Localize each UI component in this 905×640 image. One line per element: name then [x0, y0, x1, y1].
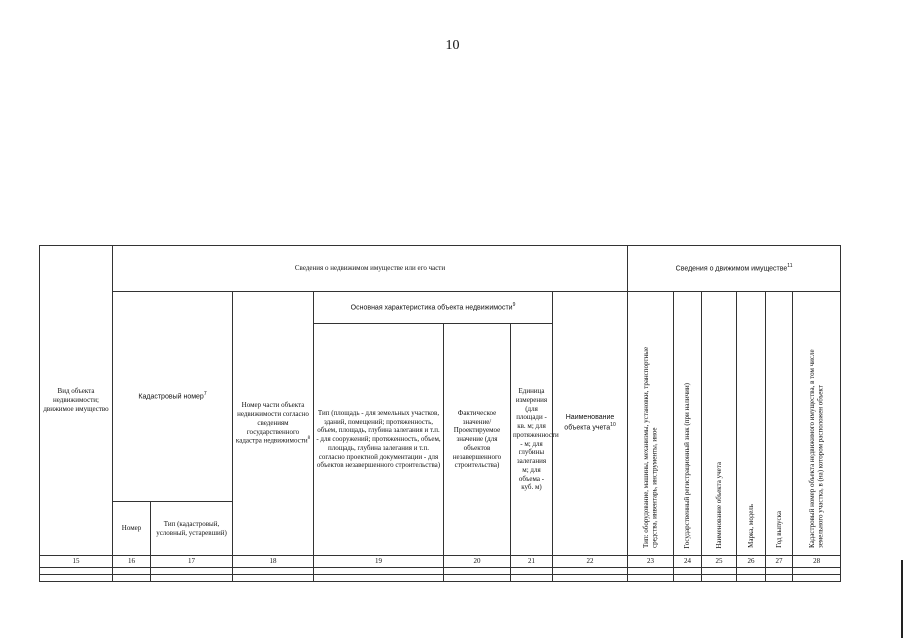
table-cell[interactable] — [702, 567, 737, 574]
page-number: 10 — [445, 38, 460, 53]
header-c24: Государственный регистрационный знак (при наличии) — [674, 292, 702, 556]
table-cell[interactable] — [113, 574, 151, 581]
table-cell[interactable] — [151, 567, 233, 574]
table-cell[interactable] — [151, 574, 233, 581]
header-c25: Наименование объекта учета — [702, 292, 737, 556]
column-number: 19 — [314, 556, 444, 568]
table-cell[interactable] — [511, 574, 553, 581]
table-cell[interactable] — [674, 574, 702, 581]
table-cell[interactable] — [737, 574, 766, 581]
table-cell[interactable] — [444, 574, 511, 581]
table-cell[interactable] — [737, 567, 766, 574]
column-number: 18 — [233, 556, 314, 568]
column-number: 26 — [737, 556, 766, 568]
header-c27: Год выпуска — [766, 292, 793, 556]
table-cell[interactable] — [793, 574, 841, 581]
table-cell[interactable] — [553, 567, 628, 574]
column-number: 27 — [766, 556, 793, 568]
column-number: 20 — [444, 556, 511, 568]
table-cell[interactable] — [793, 567, 841, 574]
column-number: 23 — [628, 556, 674, 568]
column-number: 21 — [511, 556, 553, 568]
table-cell[interactable] — [628, 567, 674, 574]
column-number-row — [40, 556, 841, 568]
column-number: 24 — [674, 556, 702, 568]
table-cell[interactable] — [511, 567, 553, 574]
column-number: 22 — [553, 556, 628, 568]
table-cell[interactable] — [314, 567, 444, 574]
table-row — [40, 574, 841, 581]
table-cell[interactable] — [444, 567, 511, 574]
scan-edge-line — [901, 560, 903, 638]
table-row — [40, 567, 841, 574]
column-number: 15 — [40, 556, 113, 568]
header-c26: Марка, модель — [737, 292, 766, 556]
table-cell[interactable] — [113, 567, 151, 574]
table-cell[interactable] — [702, 574, 737, 581]
table-cell[interactable] — [314, 574, 444, 581]
header-c20: Фактическое значение/ Проектируемое значение (для объектов незавершенного строительства) — [444, 324, 511, 556]
header-c22: Наименование объекта учета$^{10}$ — [553, 292, 628, 556]
header-c19: Тип (площадь - для земельных участков, зданий, помещений; протяженность, объем, площадь, глубина залегания и т.п. - для сооружений; протяженность, объем, площадь, глубина залегания и т.п. согласно проектной документации - для объектов незавершенного строительства) — [314, 324, 444, 556]
header-movable-group: Сведения о движимом имуществе$^{11}$ — [628, 246, 841, 292]
header-c15: Вид объекта недвижимости; движимое имущество — [40, 246, 113, 556]
table-cell[interactable] — [674, 567, 702, 574]
form-table — [39, 245, 841, 582]
table-cell[interactable] — [766, 567, 793, 574]
table-cell[interactable] — [766, 574, 793, 581]
header-c18: Номер части объекта недвижимости согласно сведениям государственного кадастра недвижимости$^8$ — [233, 292, 314, 556]
column-number: 17 — [151, 556, 233, 568]
header-c28: Кадастровый номер объекта недвижимого имущества, в том числе земельного участка, в (на) котором расположен объект — [793, 292, 841, 556]
header-realty-group: Сведения о недвижимом имуществе или его части — [113, 246, 628, 292]
header-cadastral-number: Кадастровый номер$^7$ — [113, 292, 233, 502]
table-cell[interactable] — [628, 574, 674, 581]
table-cell[interactable] — [553, 574, 628, 581]
header-main-characteristic: Основная характеристика объекта недвижимости$^9$ — [314, 292, 553, 324]
header-c16: Номер — [113, 502, 151, 556]
table-cell[interactable] — [40, 574, 113, 581]
header-c21: Единица измерения (для площади - кв. м; для протяженности - м; для глубины залегания м; для объема - куб. м) — [511, 324, 553, 556]
column-number: 28 — [793, 556, 841, 568]
column-number: 25 — [702, 556, 737, 568]
header-c23: Тип: оборудование, машины, механизмы, установки, транспортные средства, инвентарь, инструменты, иное — [628, 292, 674, 556]
table-cell[interactable] — [233, 574, 314, 581]
table-cell[interactable] — [40, 567, 113, 574]
table-cell[interactable] — [233, 567, 314, 574]
header-c17: Тип (кадастровый, условный, устаревший) — [151, 502, 233, 556]
column-number: 16 — [113, 556, 151, 568]
